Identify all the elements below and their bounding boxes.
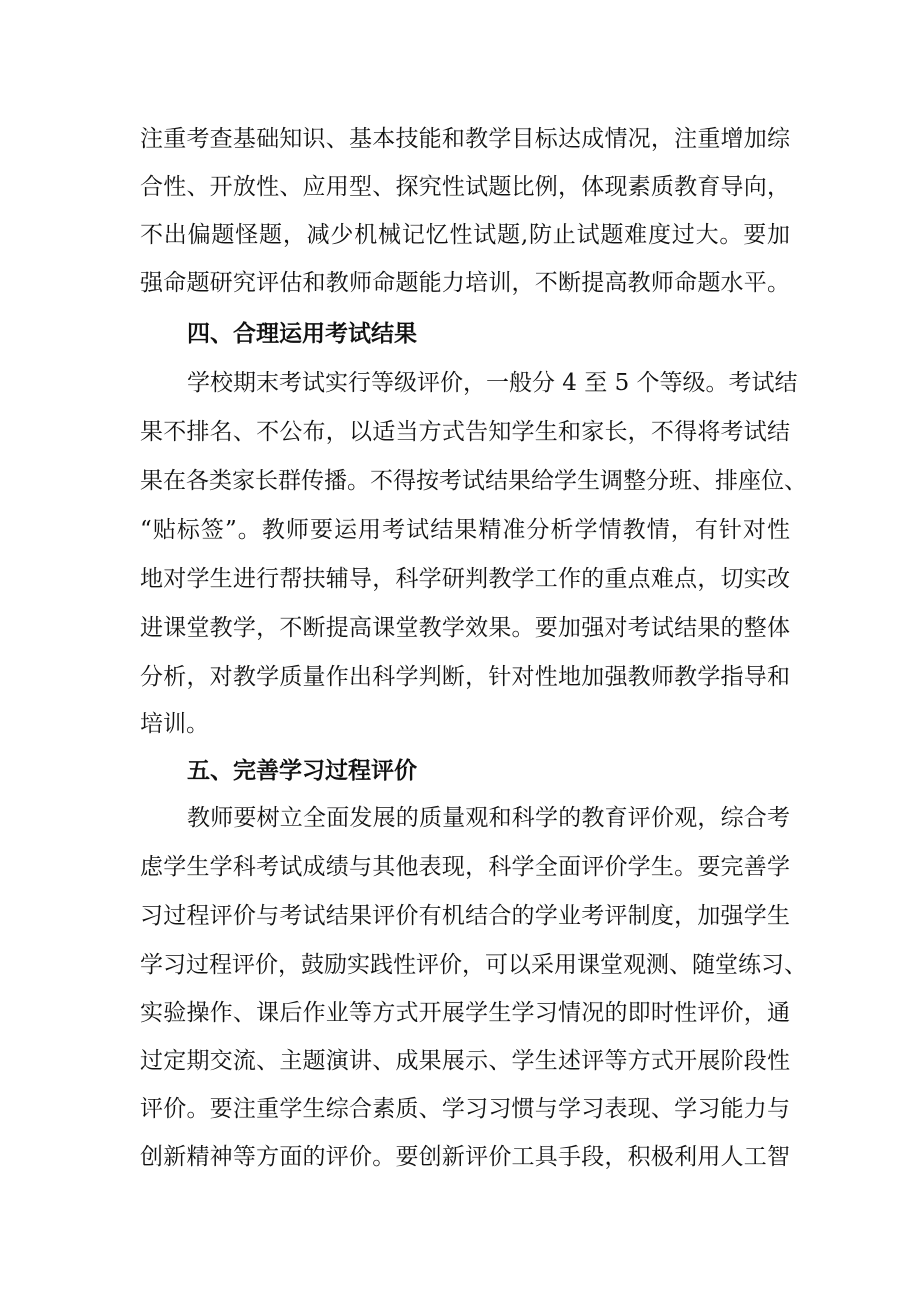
text-line: 地对学生进行帮扶辅导，科学研判教学工作的重点难点，切实改 <box>140 566 790 592</box>
text-line: 分析，对教学质量作出科学判断，针对性地加强教师教学指导和 <box>140 664 790 690</box>
text-line: 实验操作、课后作业等方式开展学生学习情况的即时性评价，通 <box>140 1000 790 1026</box>
text-line: 学习过程评价，鼓励实践性评价，可以采用课堂观测、随堂练习、 <box>140 952 807 978</box>
text-line: 不出偏题怪题，减少机械记忆性试题,防止试题难度过大。要加 <box>140 222 790 248</box>
text-line: 学校期末考试实行等级评价，一般分 4 至 5 个等级。考试结 <box>187 370 798 396</box>
text-line: 进课堂教学，不断提高课堂教学效果。要加强对考试结果的整体 <box>140 615 790 641</box>
text-line: 评价。要注重学生综合素质、学习习惯与学习表现、学习能力与 <box>140 1096 790 1122</box>
text-line: 教师要树立全面发展的质量观和科学的教育评价观，综合考 <box>187 805 790 831</box>
text-line: 过定期交流、主题演讲、成果展示、学生述评等方式开展阶段性 <box>140 1048 790 1074</box>
text-line: 习过程评价与考试结果评价有机结合的学业考评制度，加强学生 <box>140 903 790 929</box>
text-line: 果不排名、不公布，以适当方式告知学生和家长，不得将考试结 <box>140 419 790 445</box>
text-line: 合性、开放性、应用型、探究性试题比例，体现素质教育导向， <box>140 174 790 200</box>
text-line: 注重考查基础知识、基本技能和教学目标达成情况，注重增加综 <box>140 126 790 152</box>
text-line: 创新精神等方面的评价。要创新评价工具手段，积极利用人工智 <box>140 1144 790 1170</box>
text-line: “贴标签”。教师要运用考试结果精准分析学情教情，有针对性 <box>140 517 790 543</box>
text-line: 培训。 <box>140 711 209 737</box>
text-line: 虑学生学科考试成绩与其他表现，科学全面评价学生。要完善学 <box>140 854 790 880</box>
section-5-heading: 五、完善学习过程评价 <box>187 758 417 784</box>
text-line: 强命题研究评估和教师命题能力培训，不断提高教师命题水平。 <box>140 270 790 296</box>
section-4-heading: 四、合理运用考试结果 <box>187 321 417 347</box>
text-line: 果在各类家长群传播。不得按考试结果给学生调整分班、排座位、 <box>140 468 807 494</box>
